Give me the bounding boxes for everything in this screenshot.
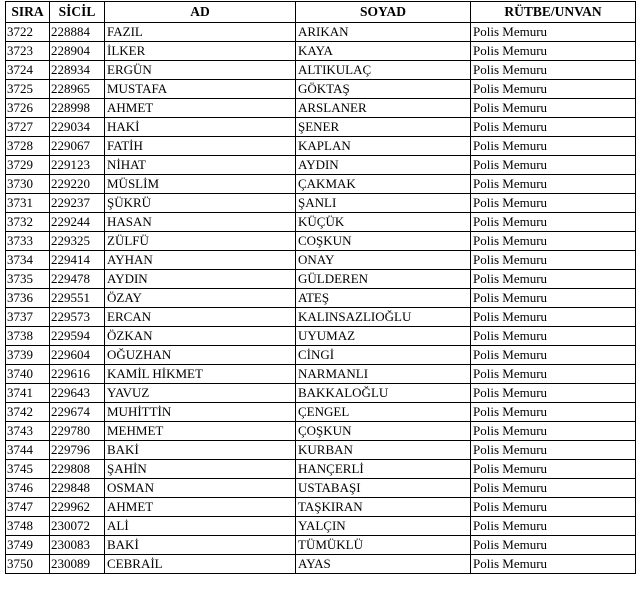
cell-ad: AHMET <box>105 99 296 118</box>
cell-soyad: AYDIN <box>296 156 471 175</box>
cell-soyad: HANÇERLİ <box>296 460 471 479</box>
cell-sira: 3739 <box>6 346 50 365</box>
cell-rutbe-unvan: Polis Memuru <box>471 156 636 175</box>
cell-soyad: COŞKUN <box>296 232 471 251</box>
cell-soyad: AYAS <box>296 555 471 574</box>
cell-ad: ERCAN <box>105 308 296 327</box>
cell-soyad: YALÇIN <box>296 517 471 536</box>
table-row <box>6 460 636 479</box>
cell-ad: NİHAT <box>105 156 296 175</box>
cell-ad: ÖZAY <box>105 289 296 308</box>
cell-soyad: ÇOŞKUN <box>296 422 471 441</box>
cell-sicil: 229848 <box>50 479 105 498</box>
cell-sira: 3725 <box>6 80 50 99</box>
cell-sicil: 229962 <box>50 498 105 517</box>
cell-sicil: 229478 <box>50 270 105 289</box>
cell-sira: 3734 <box>6 251 50 270</box>
cell-sira: 3726 <box>6 99 50 118</box>
cell-rutbe-unvan: Polis Memuru <box>471 384 636 403</box>
cell-sicil: 230072 <box>50 517 105 536</box>
cell-sicil: 228998 <box>50 99 105 118</box>
cell-sicil: 229674 <box>50 403 105 422</box>
cell-soyad: USTABAŞI <box>296 479 471 498</box>
table-row <box>6 156 636 175</box>
cell-sira: 3745 <box>6 460 50 479</box>
cell-soyad: KALINSAZLIOĞLU <box>296 308 471 327</box>
header-rutbe-unvan: RÜTBE/UNVAN <box>471 2 636 23</box>
cell-ad: HAKİ <box>105 118 296 137</box>
cell-soyad: KAYA <box>296 42 471 61</box>
cell-ad: AYDIN <box>105 270 296 289</box>
cell-ad: ALİ <box>105 517 296 536</box>
cell-ad: ZÜLFÜ <box>105 232 296 251</box>
cell-ad: ÖZKAN <box>105 327 296 346</box>
cell-sicil: 228884 <box>50 23 105 42</box>
cell-soyad: ALTIKULAÇ <box>296 61 471 80</box>
cell-sira: 3749 <box>6 536 50 555</box>
cell-rutbe-unvan: Polis Memuru <box>471 289 636 308</box>
cell-rutbe-unvan: Polis Memuru <box>471 441 636 460</box>
cell-rutbe-unvan: Polis Memuru <box>471 137 636 156</box>
cell-sira: 3746 <box>6 479 50 498</box>
cell-sira: 3724 <box>6 61 50 80</box>
table-row <box>6 289 636 308</box>
cell-sira: 3740 <box>6 365 50 384</box>
cell-sicil: 229034 <box>50 118 105 137</box>
cell-soyad: GÜLDEREN <box>296 270 471 289</box>
cell-rutbe-unvan: Polis Memuru <box>471 327 636 346</box>
table-row <box>6 536 636 555</box>
table-row <box>6 232 636 251</box>
table-row <box>6 251 636 270</box>
cell-ad: AHMET <box>105 498 296 517</box>
table-row <box>6 175 636 194</box>
cell-sira: 3727 <box>6 118 50 137</box>
table-row <box>6 517 636 536</box>
cell-sicil: 230083 <box>50 536 105 555</box>
cell-rutbe-unvan: Polis Memuru <box>471 61 636 80</box>
cell-sira: 3723 <box>6 42 50 61</box>
cell-rutbe-unvan: Polis Memuru <box>471 555 636 574</box>
header-soyad: SOYAD <box>296 2 471 23</box>
cell-rutbe-unvan: Polis Memuru <box>471 403 636 422</box>
cell-sicil: 228965 <box>50 80 105 99</box>
cell-sira: 3743 <box>6 422 50 441</box>
cell-soyad: ATEŞ <box>296 289 471 308</box>
cell-sira: 3728 <box>6 137 50 156</box>
cell-sira: 3732 <box>6 213 50 232</box>
table-row <box>6 270 636 289</box>
cell-sicil: 229796 <box>50 441 105 460</box>
cell-sicil: 229325 <box>50 232 105 251</box>
cell-soyad: ÇENGEL <box>296 403 471 422</box>
cell-ad: CEBRAİL <box>105 555 296 574</box>
cell-soyad: ŞENER <box>296 118 471 137</box>
cell-soyad: TAŞKIRAN <box>296 498 471 517</box>
cell-rutbe-unvan: Polis Memuru <box>471 194 636 213</box>
cell-rutbe-unvan: Polis Memuru <box>471 251 636 270</box>
cell-sicil: 230089 <box>50 555 105 574</box>
cell-sira: 3737 <box>6 308 50 327</box>
cell-ad: HASAN <box>105 213 296 232</box>
cell-sicil: 229067 <box>50 137 105 156</box>
cell-sira: 3731 <box>6 194 50 213</box>
cell-ad: YAVUZ <box>105 384 296 403</box>
cell-rutbe-unvan: Polis Memuru <box>471 479 636 498</box>
cell-sira: 3733 <box>6 232 50 251</box>
cell-rutbe-unvan: Polis Memuru <box>471 536 636 555</box>
cell-ad: MÜSLİM <box>105 175 296 194</box>
cell-soyad: KURBAN <box>296 441 471 460</box>
cell-soyad: ŞANLI <box>296 194 471 213</box>
table-row <box>6 555 636 574</box>
cell-ad: BAKİ <box>105 536 296 555</box>
cell-sicil: 229604 <box>50 346 105 365</box>
table-row <box>6 194 636 213</box>
table-row <box>6 346 636 365</box>
cell-rutbe-unvan: Polis Memuru <box>471 308 636 327</box>
cell-soyad: ONAY <box>296 251 471 270</box>
table-row <box>6 118 636 137</box>
cell-soyad: ARSLANER <box>296 99 471 118</box>
cell-rutbe-unvan: Polis Memuru <box>471 42 636 61</box>
table-header-row <box>6 2 636 23</box>
table-row <box>6 61 636 80</box>
cell-sira: 3730 <box>6 175 50 194</box>
cell-sicil: 229237 <box>50 194 105 213</box>
cell-ad: ERGÜN <box>105 61 296 80</box>
table-row <box>6 137 636 156</box>
cell-soyad: ÇAKMAK <box>296 175 471 194</box>
cell-rutbe-unvan: Polis Memuru <box>471 118 636 137</box>
cell-soyad: NARMANLI <box>296 365 471 384</box>
cell-sicil: 229551 <box>50 289 105 308</box>
table-body <box>6 23 636 574</box>
cell-sicil: 229780 <box>50 422 105 441</box>
cell-ad: OĞUZHAN <box>105 346 296 365</box>
cell-ad: BAKİ <box>105 441 296 460</box>
table-row <box>6 213 636 232</box>
cell-rutbe-unvan: Polis Memuru <box>471 517 636 536</box>
cell-sira: 3744 <box>6 441 50 460</box>
table-row <box>6 403 636 422</box>
cell-sira: 3750 <box>6 555 50 574</box>
cell-rutbe-unvan: Polis Memuru <box>471 213 636 232</box>
cell-sicil: 229643 <box>50 384 105 403</box>
cell-ad: ŞAHİN <box>105 460 296 479</box>
table-row <box>6 99 636 118</box>
cell-sicil: 228934 <box>50 61 105 80</box>
cell-rutbe-unvan: Polis Memuru <box>471 232 636 251</box>
cell-soyad: BAKKALOĞLU <box>296 384 471 403</box>
cell-rutbe-unvan: Polis Memuru <box>471 346 636 365</box>
cell-sicil: 229123 <box>50 156 105 175</box>
cell-soyad: KAPLAN <box>296 137 471 156</box>
cell-soyad: ARIKAN <box>296 23 471 42</box>
cell-sicil: 229414 <box>50 251 105 270</box>
cell-ad: MUSTAFA <box>105 80 296 99</box>
cell-ad: ŞÜKRÜ <box>105 194 296 213</box>
cell-rutbe-unvan: Polis Memuru <box>471 460 636 479</box>
personnel-table <box>5 1 636 574</box>
cell-sicil: 229808 <box>50 460 105 479</box>
cell-soyad: GÖKTAŞ <box>296 80 471 99</box>
cell-rutbe-unvan: Polis Memuru <box>471 422 636 441</box>
cell-rutbe-unvan: Polis Memuru <box>471 99 636 118</box>
table-row <box>6 365 636 384</box>
cell-rutbe-unvan: Polis Memuru <box>471 80 636 99</box>
cell-ad: AYHAN <box>105 251 296 270</box>
cell-sicil: 229244 <box>50 213 105 232</box>
cell-rutbe-unvan: Polis Memuru <box>471 365 636 384</box>
header-sicil: SİCİL <box>50 2 105 23</box>
table-row <box>6 42 636 61</box>
table-row <box>6 384 636 403</box>
cell-rutbe-unvan: Polis Memuru <box>471 270 636 289</box>
cell-soyad: KÜÇÜK <box>296 213 471 232</box>
cell-sira: 3736 <box>6 289 50 308</box>
table-row <box>6 422 636 441</box>
cell-rutbe-unvan: Polis Memuru <box>471 498 636 517</box>
cell-sicil: 229220 <box>50 175 105 194</box>
table-row <box>6 308 636 327</box>
table-row <box>6 327 636 346</box>
cell-sira: 3742 <box>6 403 50 422</box>
cell-sira: 3747 <box>6 498 50 517</box>
cell-ad: FAZIL <box>105 23 296 42</box>
cell-ad: MEHMET <box>105 422 296 441</box>
cell-sira: 3748 <box>6 517 50 536</box>
cell-sicil: 229594 <box>50 327 105 346</box>
cell-soyad: CİNGİ <box>296 346 471 365</box>
cell-sira: 3722 <box>6 23 50 42</box>
cell-sira: 3738 <box>6 327 50 346</box>
table-row <box>6 498 636 517</box>
table-row <box>6 479 636 498</box>
cell-ad: İLKER <box>105 42 296 61</box>
header-sira: SIRA <box>6 2 50 23</box>
cell-ad: MUHİTTİN <box>105 403 296 422</box>
table-row <box>6 441 636 460</box>
cell-sicil: 228904 <box>50 42 105 61</box>
cell-sicil: 229616 <box>50 365 105 384</box>
cell-sira: 3729 <box>6 156 50 175</box>
cell-rutbe-unvan: Polis Memuru <box>471 175 636 194</box>
cell-soyad: UYUMAZ <box>296 327 471 346</box>
cell-rutbe-unvan: Polis Memuru <box>471 23 636 42</box>
cell-ad: FATİH <box>105 137 296 156</box>
table-row <box>6 23 636 42</box>
header-ad: AD <box>105 2 296 23</box>
cell-soyad: TÜMÜKLÜ <box>296 536 471 555</box>
cell-ad: OSMAN <box>105 479 296 498</box>
cell-sicil: 229573 <box>50 308 105 327</box>
table-row <box>6 80 636 99</box>
cell-sira: 3741 <box>6 384 50 403</box>
cell-ad: KAMİL HİKMET <box>105 365 296 384</box>
cell-sira: 3735 <box>6 270 50 289</box>
